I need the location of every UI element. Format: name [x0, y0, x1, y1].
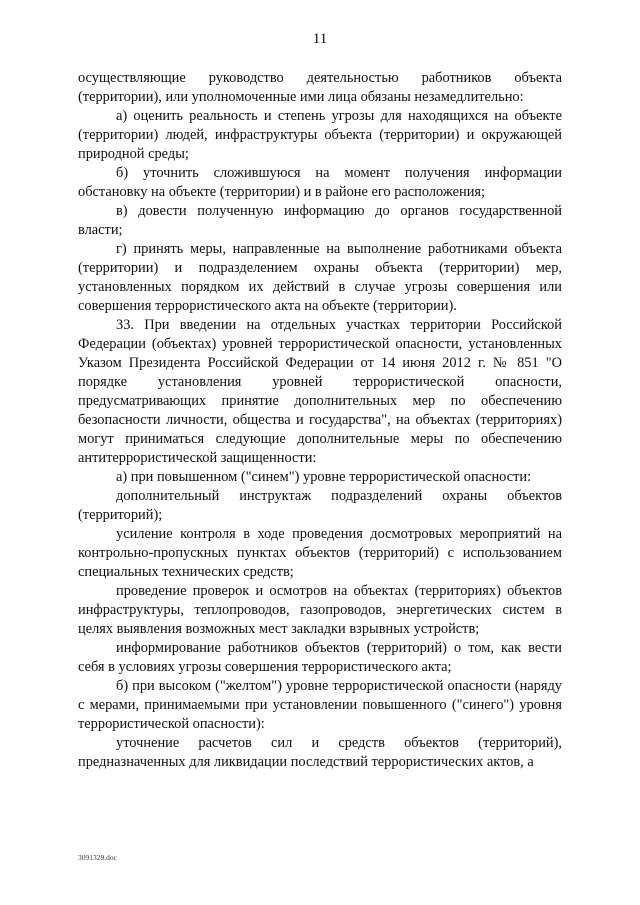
paragraph: в) довести полученную информацию до органов государственной власти; [78, 203, 562, 238]
paragraph: дополнительный инструктаж подразделений охраны объектов (территорий); [78, 488, 562, 523]
footer-filename: 3091329.doc [78, 853, 117, 862]
paragraph: уточнение расчетов сил и средств объектов (территорий), предназначенных для ликвидации последствий террористических актов, а [78, 735, 562, 770]
paragraph: а) оценить реальность и степень угрозы для находящихся на объекте (территории) людей, инфраструктуры объекта (территории) и окружающей природной среды; [78, 108, 562, 162]
paragraph: 33. При введении на отдельных участках территории Российской Федерации (объектах) уровней террористической опасности, установленных Указом Президента Российской Федерации от 14 июня 2012 г. № 851 "О порядке установления уровней террористической опасности, предусматривающих принятие дополнительных мер по обеспечению безопасности личности, общества и государства", на объектах (территориях) могут приниматься следующие дополнительные меры по обеспечению антитеррористической защищенности: [78, 317, 562, 466]
paragraph: осуществляющие руководство деятельностью работников объекта (территории), или уполномоченные ими лица обязаны незамедлительно: [78, 70, 562, 105]
paragraph: усиление контроля в ходе проведения досмотровых мероприятий на контрольно-пропускных пунктах объектов (территорий) с использованием специальных технических средств; [78, 526, 562, 580]
paragraph: а) при повышенном ("синем") уровне террористической опасности: [116, 469, 532, 485]
paragraph: г) принять меры, направленные на выполнение работниками объекта (территории) и подразделением охраны объекта (территории) мер, установленных порядком их действий в случае угрозы совершения или совершения террористического акта на объекте (территории). [78, 241, 562, 314]
page-number: 11 [312, 31, 328, 47]
paragraph: информирование работников объектов (территорий) о том, как вести себя в условиях угрозы совершения террористического акта; [78, 640, 562, 675]
paragraph: б) при высоком ("желтом") уровне террористической опасности (наряду с мерами, принимаемыми при установлении повышенного ("синего") уровня террористической опасности): [78, 678, 562, 732]
paragraph: б) уточнить сложившуюся на момент получения информации обстановку на объекте (территории) и в районе его расположения; [78, 165, 562, 200]
paragraph: проведение проверок и осмотров на объектах (территориях) объектов инфраструктуры, теплопроводов, газопроводов, энергетических систем в целях выявления возможных мест закладки взрывных устройств; [78, 583, 562, 637]
document-body [78, 69, 562, 772]
